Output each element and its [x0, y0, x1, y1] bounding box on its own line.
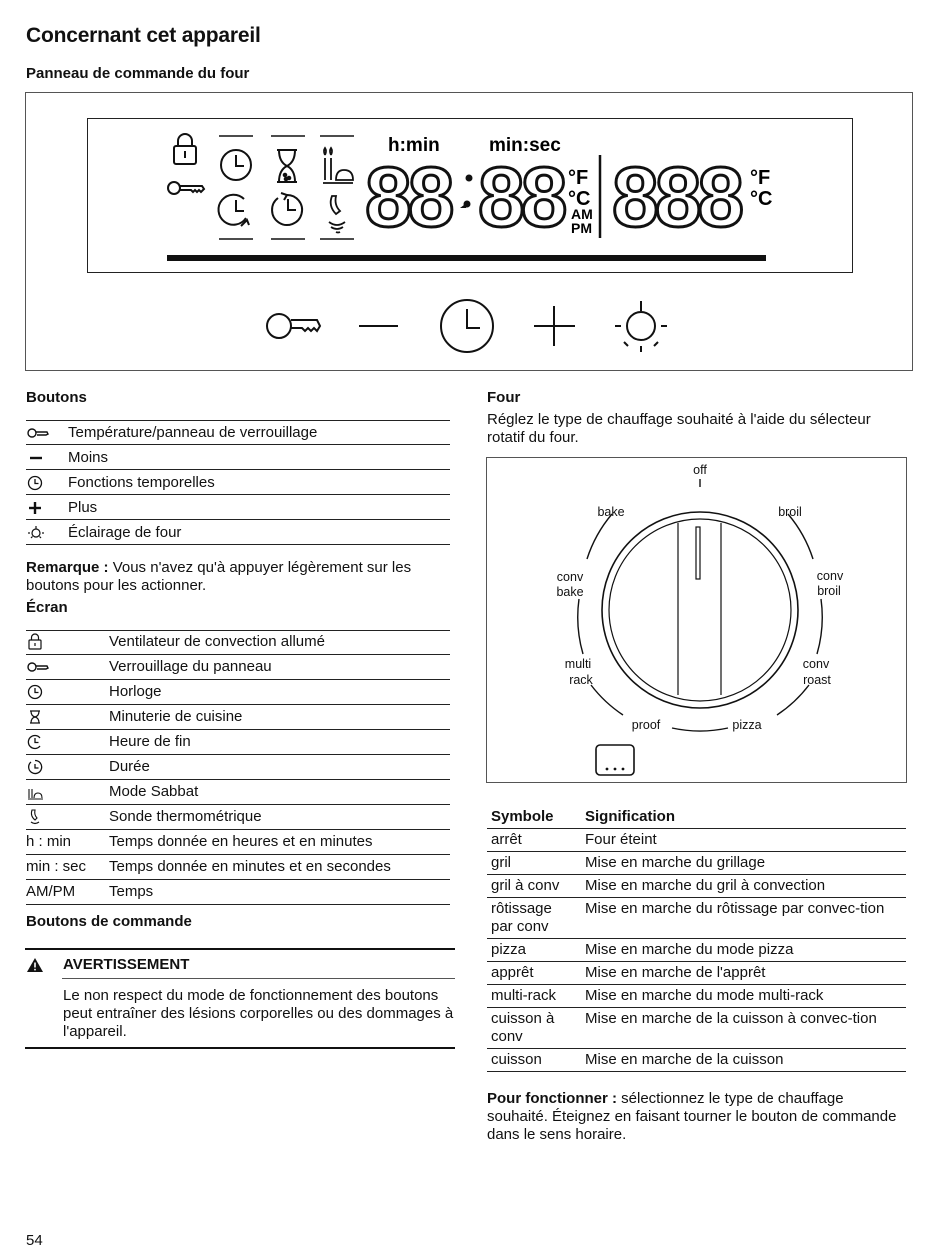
lcd-digits-temp: 888: [612, 150, 741, 244]
warning-text: Le non respect du mode de fonctionnement des boutons peut entraîner des lésions corporelles ou des dommages à l'appareil.: [63, 987, 454, 1040]
screen-list: [26, 630, 450, 905]
panel-plus-button-icon: [534, 306, 575, 346]
oven-dial-drawing: [486, 457, 907, 783]
dial-label-conv-roast-1: conv: [802, 657, 830, 671]
symbol-table: Symbole Signification arrêt Four éteint gril Mise en marche du grillage gril à conv Mise en marche du gril à convection rôtissage par conv Mise en marche du rôtissage par convec-tion pizza Mise en marche du mode pizza apprêt Mise en marche de l'apprêt multi-rack Mise en marche du mode multi-rack cuisson à conv Mise en marche de la cuisson à convec-tion cuisson Mise en marche de la cuisson: [487, 804, 906, 1072]
key-icon: [26, 660, 50, 674]
hourglass-icon: [26, 709, 46, 725]
lcd-hourglass-icon: [277, 150, 297, 182]
list-item: h : min Temps donnée en heures et en minutes: [26, 830, 450, 855]
lcd-pm: PM: [571, 220, 592, 236]
buttons-heading: Boutons: [26, 389, 87, 406]
list-item: min : sec Temps donnée en minutes et en secondes: [26, 855, 450, 880]
dial-label-multi-rack-1: multi: [564, 657, 592, 671]
lcd-clock-icon: [221, 150, 251, 180]
list-item: Horloge: [26, 680, 450, 705]
lcd-unit-c-2: °C: [750, 188, 773, 210]
list-item: Ventilateur de convection allumé: [26, 630, 450, 655]
dial-label-pizza: pizza: [732, 718, 762, 732]
dial-label-bake: bake: [597, 505, 625, 519]
list-item: Heure de fin: [26, 730, 450, 755]
warning-icon: [26, 957, 44, 973]
lcd-progress-bar: [167, 255, 766, 261]
lcd-colon: [460, 175, 473, 209]
table-row: arrêt Four éteint: [487, 829, 906, 852]
list-item: Éclairage de four: [26, 520, 450, 545]
oven-intro: Réglez le type de chauffage souhaité à l'aide du sélecteur rotatif du four.: [487, 411, 871, 446]
operate-instructions: Pour fonctionner : sélectionnez le type de chauffage souhaité. Éteignez en faisant tourner le bouton de commande dans le sens horaire.: [487, 1090, 897, 1143]
dial-label-conv-bake-1: conv: [556, 570, 584, 584]
lcd-h-min-label: h:min: [388, 135, 440, 156]
lcd-am: AM: [571, 206, 593, 222]
lcd-probe-icon: [329, 196, 345, 233]
sabbath-icon: [26, 784, 46, 800]
lcd-unit-f-2: °F: [750, 167, 771, 189]
page-title: Concernant cet appareil: [26, 24, 261, 47]
warning-title: AVERTISSEMENT: [63, 956, 190, 973]
table-row: pizza Mise en marche du mode pizza: [487, 939, 906, 962]
minus-icon: [26, 451, 50, 465]
panel-clock-button-icon: [441, 300, 493, 352]
oven-heading: Four: [487, 389, 521, 406]
dial-label-proof: proof: [631, 718, 661, 732]
lcd-digits-time-left: 88: [365, 150, 451, 244]
table-row: cuisson à conv Mise en marche de la cuisson à convec-tion: [487, 1008, 906, 1049]
dial-label-broil: broil: [778, 505, 802, 519]
list-item: Fonctions temporelles: [26, 470, 450, 495]
table-row: multi-rack Mise en marche du mode multi-rack: [487, 985, 906, 1008]
list-item: Température/panneau de verrouillage: [26, 420, 450, 445]
duration-icon: [26, 759, 46, 775]
buttons-note: Remarque : Vous n'avez qu'à appuyer légèrement sur les boutons pour les actionner.: [26, 559, 412, 594]
lcd-digits-time-right: 88: [478, 150, 564, 244]
key-icon: [26, 426, 50, 440]
table-row: cuisson Mise en marche de la cuisson: [487, 1049, 906, 1072]
dial-label-off: off: [693, 463, 707, 477]
list-item: Mode Sabbat: [26, 780, 450, 805]
plus-icon: [26, 500, 50, 516]
table-row: gril à conv Mise en marche du gril à convection: [487, 875, 906, 898]
lcd-duration-icon: [272, 193, 302, 225]
lcd-end-time-icon: [218, 195, 249, 226]
list-item: Moins: [26, 445, 450, 470]
table-row: gril Mise en marche du grillage: [487, 852, 906, 875]
dial-label-conv-broil-1: conv: [816, 569, 844, 583]
probe-icon: [26, 809, 46, 825]
panel-subtitle: Panneau de commande du four: [26, 65, 250, 82]
dial-label-conv-bake-2: bake: [556, 585, 584, 599]
list-item: Durée: [26, 755, 450, 780]
lock-icon: [26, 633, 46, 651]
buttons-list: [26, 420, 450, 545]
list-item: Plus: [26, 495, 450, 520]
table-row: rôtissage par conv Mise en marche du rôtissage par convec-tion: [487, 898, 906, 939]
clock-icon: [26, 475, 50, 491]
list-item: Minuterie de cuisine: [26, 705, 450, 730]
list-item: AM/PM Temps: [26, 880, 450, 905]
lcd-unit-f-1: °F: [568, 167, 589, 189]
control-panel-drawing: [0, 0, 950, 380]
panel-key-button-icon: [267, 314, 320, 338]
clock-icon: [26, 684, 46, 700]
list-item: Sonde thermométrique: [26, 805, 450, 830]
lcd-sabbath-icon: [323, 148, 353, 183]
dial-label-multi-rack-2: rack: [569, 673, 593, 687]
end-time-icon: [26, 734, 46, 750]
screen-heading: Écran: [26, 599, 68, 616]
page-number: 54: [26, 1232, 43, 1249]
list-item: Verrouillage du panneau: [26, 655, 450, 680]
lcd-min-sec-label: min:sec: [489, 135, 561, 156]
dial-label-conv-roast-2: roast: [803, 673, 831, 687]
lcd-lock-icon: [174, 134, 196, 164]
panel-light-button-icon: [615, 301, 667, 352]
control-knobs-heading: Boutons de commande: [26, 913, 192, 930]
lcd-key-icon: [168, 182, 204, 194]
table-row: apprêt Mise en marche de l'apprêt: [487, 962, 906, 985]
lcd-unit-c-1: °C: [568, 188, 591, 210]
dial-label-conv-broil-2: broil: [817, 584, 841, 598]
light-icon: [26, 525, 50, 541]
